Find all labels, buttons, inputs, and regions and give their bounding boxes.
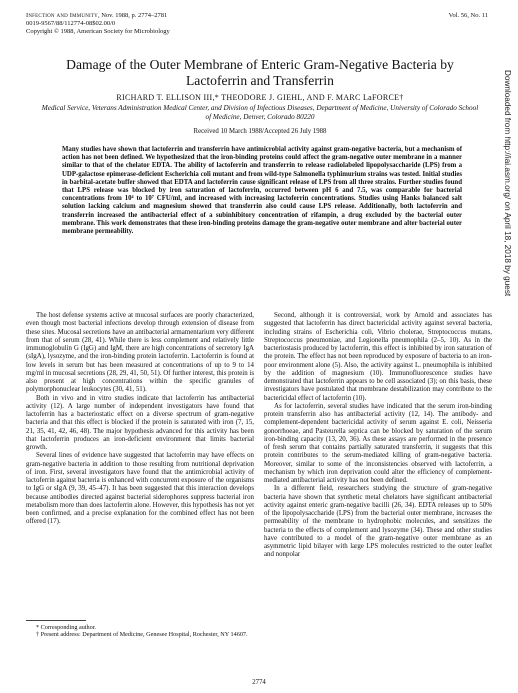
footnotes bbox=[26, 624, 254, 639]
abstract: Many studies have shown that lactoferrin and transferrin have antimicrobial activity against gram-negative bacteria, but a mechanism of action has not been defined. We hypothesized that the iron-binding proteins could affect the gram-negative outer membrane in a manner similar to that of the chelator EDTA. The ability of lactoferrin and transferrin to release radiolabeled lipopolysaccharide (LPS) from a UDP-galactose epimerase-deficient Escherichia coli mutant and from wild-type Salmonella typhimurium strains was tested. Initial studies in barbital-acetate buffer showed that EDTA and lactoferrin cause significant release of LPS from all three strains. Further studies found that LPS release was blocked by iron saturation of lactoferrin, occurred between pH 6 and 7.5, was comparable for bacterial concentrations from 10⁴ to 10⁷ CFU/ml, and increased with increasing lactoferrin concentrations. Studies using Hanks balanced salt solution lacking calcium and magnesium showed that transferrin also could cause LPS release. Additionally, both lactoferrin and transferrin increased the antibacterial effect of a subinhibitory concentration of rifampin, a drug excluded by the bacterial outer membrane. This work demonstrates that these iron-binding proteins damage the gram-negative outer membrane and alter bacterial outer membrane permeability. bbox=[62, 146, 462, 236]
received-dates: Received 10 March 1988/Accepted 26 July 1988 bbox=[193, 128, 327, 135]
author-list: RICHARD T. ELLISON III,* THEODORE J. GIEHL, AND F. MARC LaFORCE† bbox=[116, 93, 404, 102]
paragraph: The host defense systems active at mucosal surfaces are poorly characterized, even though most bacterial infections develop through extension of disease from these sites. Mucosal secretions have an antibacterial armamentarium very different from that of serum (28, 41). While there is less complement and relatively little immunoglobulin G (IgG) and IgM, there are high concentrations of secretory IgA (sIgA), lysozyme, and the iron-binding protein lactoferrin. Lactoferrin is found at low levels in serum but has been measured at concentrations of up to 9 to 14 mg/ml in mucosal secretions (28, 29, 41, 50, 51). Of further interest, this protein is also present at high concentrations within the specific granules of polymorphonuclear leukocytes (30, 41, 51). bbox=[26, 312, 254, 394]
footnote-present-address: † Present address: Department of Medicine, Genesee Hospital, Rochester, NY 14607. bbox=[36, 631, 248, 639]
issue-date: , Nov. 1988, p. 2774–2781 bbox=[97, 12, 168, 19]
affiliation: Medical Service, Veterans Administration Medical Center, and Division of Infectious Diseases, Department of Medicine, University of Colorado School of Medicine, Denver, Colorado 80220 bbox=[41, 104, 479, 121]
paragraph: Several lines of evidence have suggested that lactoferrin may have effects on gram-negative bacteria in addition to those resulting from nutritional deprivation of iron. First, several investigators have found that the antimicrobial activity of lactoferrin against bacteria is enhanced with concurrent exposure of the organisms to IgG or sIgA (9, 39, 45–47). It has been suggested that this interaction develops because antibodies directed against bacterial siderophores suppress bacterial iron metabolism more than does lactoferrin alone. However, this hypothesis has not yet been confirmed, and a precise explanation for the combined effect has not been offered (17). bbox=[26, 452, 254, 526]
download-watermark: Downloaded from http://iai.asm.org/ on April 18, 2018 by guest bbox=[503, 70, 512, 297]
journal-header bbox=[26, 12, 170, 36]
volume-info: Vol. 56, No. 11 bbox=[448, 12, 488, 19]
copyright-line: Copyright © 1988, American Society for Microbiology bbox=[26, 28, 170, 35]
paragraph: Both in vivo and in vitro studies indicate that lactoferrin has antibacterial activity (12). A large number of independent investigators have found that lactoferrin has a bacteriostatic effect on a diverse spectrum of gram-negative bacteria and that this effect is blocked if the protein is saturated with iron (7, 15, 21, 35, 41, 42, 46, 48). The major hypothesis advanced for this activity has been that lactoferrin produces an iron-deficient environment that limits bacterial growth. bbox=[26, 394, 254, 451]
paragraph: As for lactoferrin, several studies have indicated that the serum iron-binding protein transferrin also has antibacterial activity (12, 14). The antibody- and complement-dependent bactericidal activity of serum against E. coli, Neisseria gonorrhoeae, and Pasteurella septica can be blocked by saturation of the serum iron-binding capacity (13, 20, 36). As these assays are performed in the presence of fresh serum that contains partially saturated transferrin, it suggests that this protein contributes to the serum-mediated killing of gram-negative bacteria. Moreover, similar to some of the inconsistencies observed with lactoferrin, a mechanism by which iron deprivation could alter the efficiency of complement-mediated antibacterial activity has not been defined. bbox=[264, 402, 492, 484]
body-column-right bbox=[264, 312, 492, 560]
body-column-left bbox=[26, 312, 254, 527]
article-title: Damage of the Outer Membrane of Enteric Gram-Negative Bacteria by Lactoferrin and Transferrin bbox=[66, 57, 454, 88]
paragraph: Second, although it is controversial, work by Arnold and associates has suggested that lactoferrin has direct bactericidal activity against several bacteria, including strains of Escherichia coli, Vibrio cholerae, Streptococcus mutans, Streptococcus pneumoniae, and Legionella pneumophila (2–5, 10). As in the bacteriostasis produced by lactoferrin, this effect is inhibited by iron saturation of the protein. The effect has not been reproduced by exposure of bacteria to an iron-poor environment alone (5). Also, the activity against L. pneumophila is inhibited by the addition of magnesium (10). Immunofluorescence studies have demonstrated that lactoferrin appears to be cell associated (3); on this basis, these investigators have postulated that membrane destabilization may contribute to the bactericidal effect of lactoferrin (10). bbox=[264, 312, 492, 402]
journal-line bbox=[26, 12, 170, 20]
footnote-divider bbox=[26, 620, 86, 621]
journal-name: Infection and Immunity bbox=[26, 12, 98, 19]
article-code: 0019-9567/88/112774-08$02.00/0 bbox=[26, 20, 116, 27]
footnote-corresponding-author: * Corresponding author. bbox=[36, 624, 96, 631]
page-number: 2774 bbox=[252, 679, 266, 686]
paragraph: In a different field, researchers studying the structure of gram-negative bacteria have shown that synthetic metal chelators have significant antibacterial activity against enteric gram-negative bacilli (26, 34). EDTA releases up to 50% of the lipopolysaccharide (LPS) from the bacterial outer membrane, increases the permeability of the membrane to hydrophobic molecules, and sensitizes the bacteria to the effects of complement and lysozyme (34). These and other studies have contributed to a model of the gram-negative outer membrane as an asymmetric lipid bilayer with large LPS molecules restricted to the outer leaflet and nonpolar bbox=[264, 485, 492, 559]
